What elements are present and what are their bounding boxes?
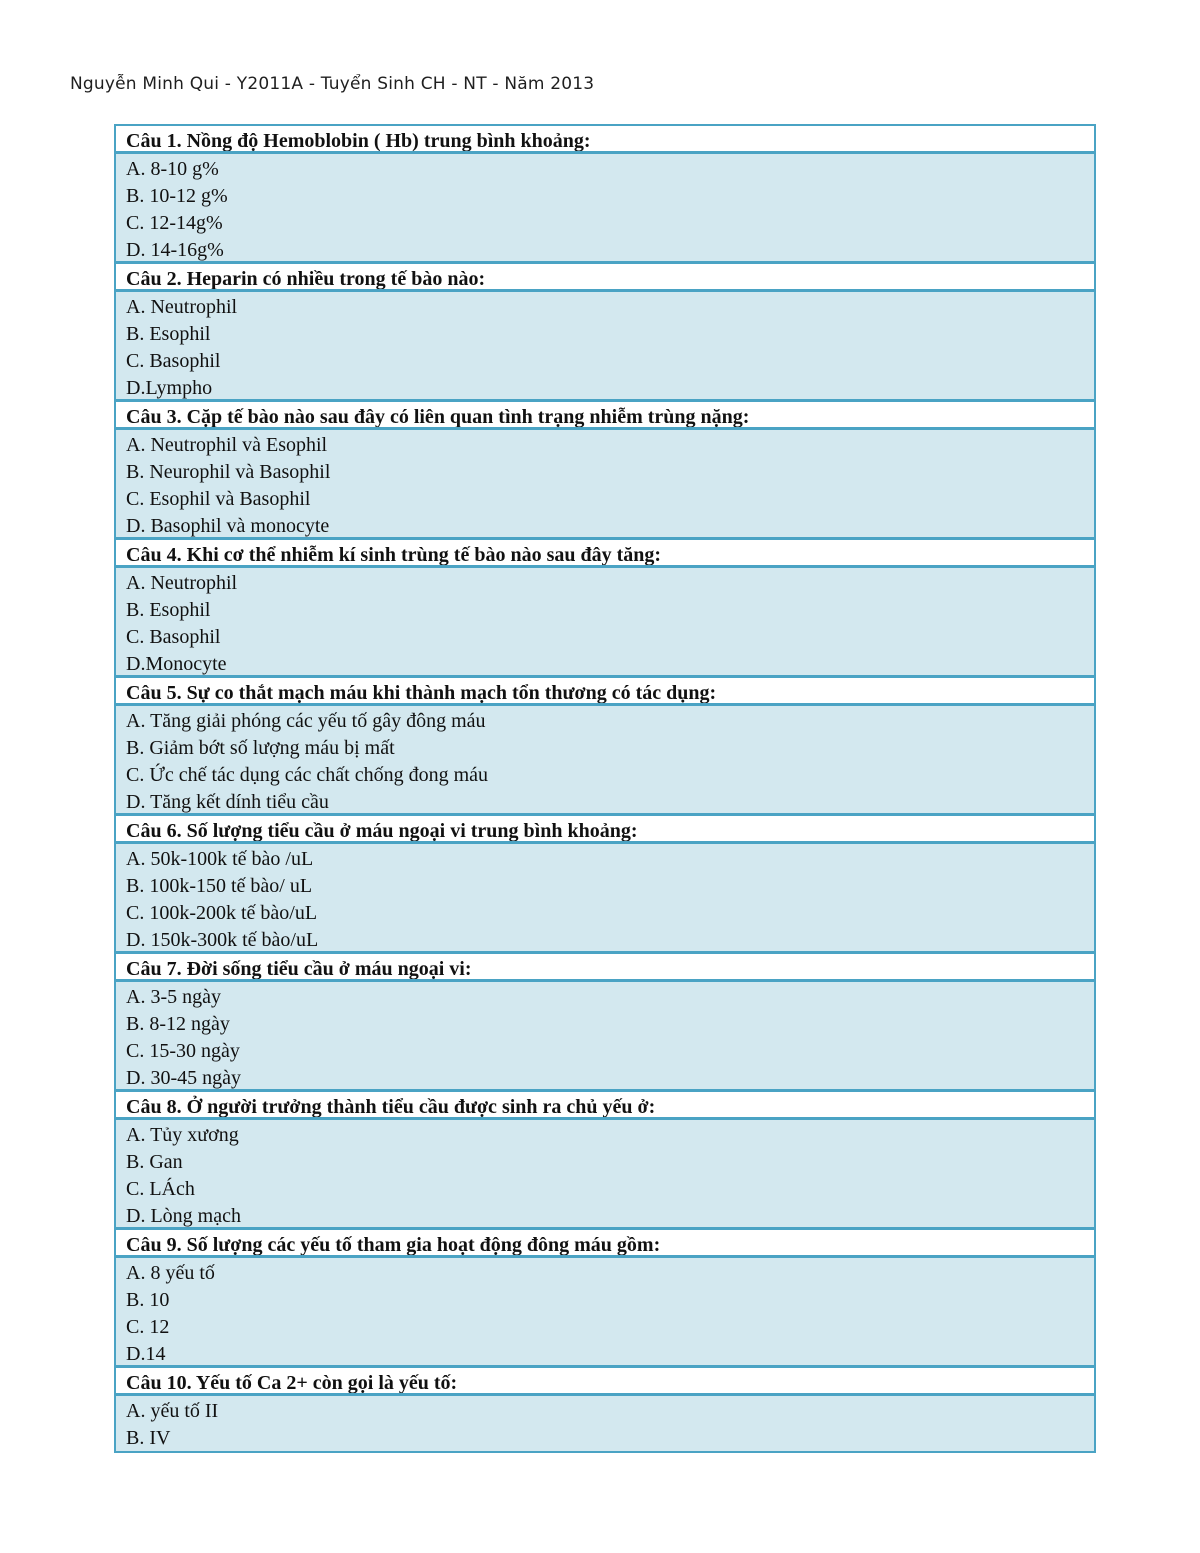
option-d: D. 14-16g% <box>126 239 224 261</box>
option-b: B. Neurophil và Basophil <box>126 461 331 483</box>
question-title: Câu 2. Heparin có nhiều trong tế bào nào: <box>116 264 1094 292</box>
question-title: Câu 1. Nồng độ Hemoblobin ( Hb) trung bình khoảng: <box>116 126 1094 154</box>
option-c: C. Esophil và Basophil <box>126 488 311 510</box>
option-d: D.Monocyte <box>126 653 227 675</box>
option-a: A. 3-5 ngày <box>126 986 221 1008</box>
question-title: Câu 7. Đời sống tiểu cầu ở máu ngoại vi: <box>116 954 1094 982</box>
option-b: B. 10 <box>126 1289 170 1311</box>
option-b: B. Esophil <box>126 323 211 345</box>
option-c: C. Ức chế tác dụng các chất chống đong máu <box>126 764 489 786</box>
question-options <box>116 1120 1094 1230</box>
question-options <box>116 430 1094 540</box>
quiz-table <box>114 124 1096 1453</box>
option-d: D.Lympho <box>126 377 213 399</box>
question-title: Câu 9. Số lượng các yếu tố tham gia hoạt động đông máu gồm: <box>116 1230 1094 1258</box>
question-title: Câu 6. Số lượng tiểu cầu ở máu ngoại vi trung bình khoảng: <box>116 816 1094 844</box>
option-c: C. 12 <box>126 1316 170 1338</box>
question-options <box>116 1396 1094 1451</box>
option-d: D. Lòng mạch <box>126 1205 241 1227</box>
option-a: A. Tăng giải phóng các yếu tố gây đông máu <box>126 710 486 732</box>
option-c: C. 15-30 ngày <box>126 1040 240 1062</box>
question-options <box>116 982 1094 1092</box>
option-d: D. Tăng kết dính tiểu cầu <box>126 791 329 813</box>
option-a: A. Neutrophil <box>126 296 238 318</box>
option-b: B. 10-12 g% <box>126 185 228 207</box>
option-a: A. Neutrophil và Esophil <box>126 434 328 456</box>
option-a: A. Tủy xương <box>126 1124 239 1146</box>
option-a: A. 50k-100k tế bào /uL <box>126 848 314 870</box>
option-c: C. LÁch <box>126 1178 195 1200</box>
question-title: Câu 3. Cặp tế bào nào sau đây có liên quan tình trạng nhiễm trùng nặng: <box>116 402 1094 430</box>
option-c: C. Basophil <box>126 626 221 648</box>
question-options <box>116 568 1094 678</box>
option-c: C. Basophil <box>126 350 221 372</box>
option-b: B. IV <box>126 1427 171 1449</box>
question-title: Câu 5. Sự co thắt mạch máu khi thành mạch tổn thương có tác dụng: <box>116 678 1094 706</box>
question-options <box>116 154 1094 264</box>
option-d: D. Basophil và monocyte <box>126 515 330 537</box>
option-d: D.14 <box>126 1343 166 1365</box>
option-b: B. Giảm bớt số lượng máu bị mất <box>126 737 395 759</box>
question-options <box>116 292 1094 402</box>
page-header: Nguyễn Minh Qui - Y2011A - Tuyển Sinh CH - NT - Năm 2013 <box>70 74 595 94</box>
option-c: C. 12-14g% <box>126 212 223 234</box>
option-a: A. yếu tố II <box>126 1400 219 1422</box>
option-d: D. 150k-300k tế bào/uL <box>126 929 319 951</box>
question-title: Câu 10. Yếu tố Ca 2+ còn gọi là yếu tố: <box>116 1368 1094 1396</box>
question-title: Câu 4. Khi cơ thể nhiễm kí sinh trùng tế bào nào sau đây tăng: <box>116 540 1094 568</box>
option-a: A. 8 yếu tố <box>126 1262 215 1284</box>
option-b: B. Gan <box>126 1151 183 1173</box>
option-d: D. 30-45 ngày <box>126 1067 241 1089</box>
question-options <box>116 844 1094 954</box>
option-c: C. 100k-200k tế bào/uL <box>126 902 318 924</box>
question-title: Câu 8. Ở người trưởng thành tiểu cầu được sinh ra chủ yếu ở: <box>116 1092 1094 1120</box>
option-b: B. 8-12 ngày <box>126 1013 230 1035</box>
option-a: A. 8-10 g% <box>126 158 219 180</box>
option-b: B. Esophil <box>126 599 211 621</box>
option-b: B. 100k-150 tế bào/ uL <box>126 875 313 897</box>
option-a: A. Neutrophil <box>126 572 238 594</box>
question-options <box>116 706 1094 816</box>
question-options <box>116 1258 1094 1368</box>
